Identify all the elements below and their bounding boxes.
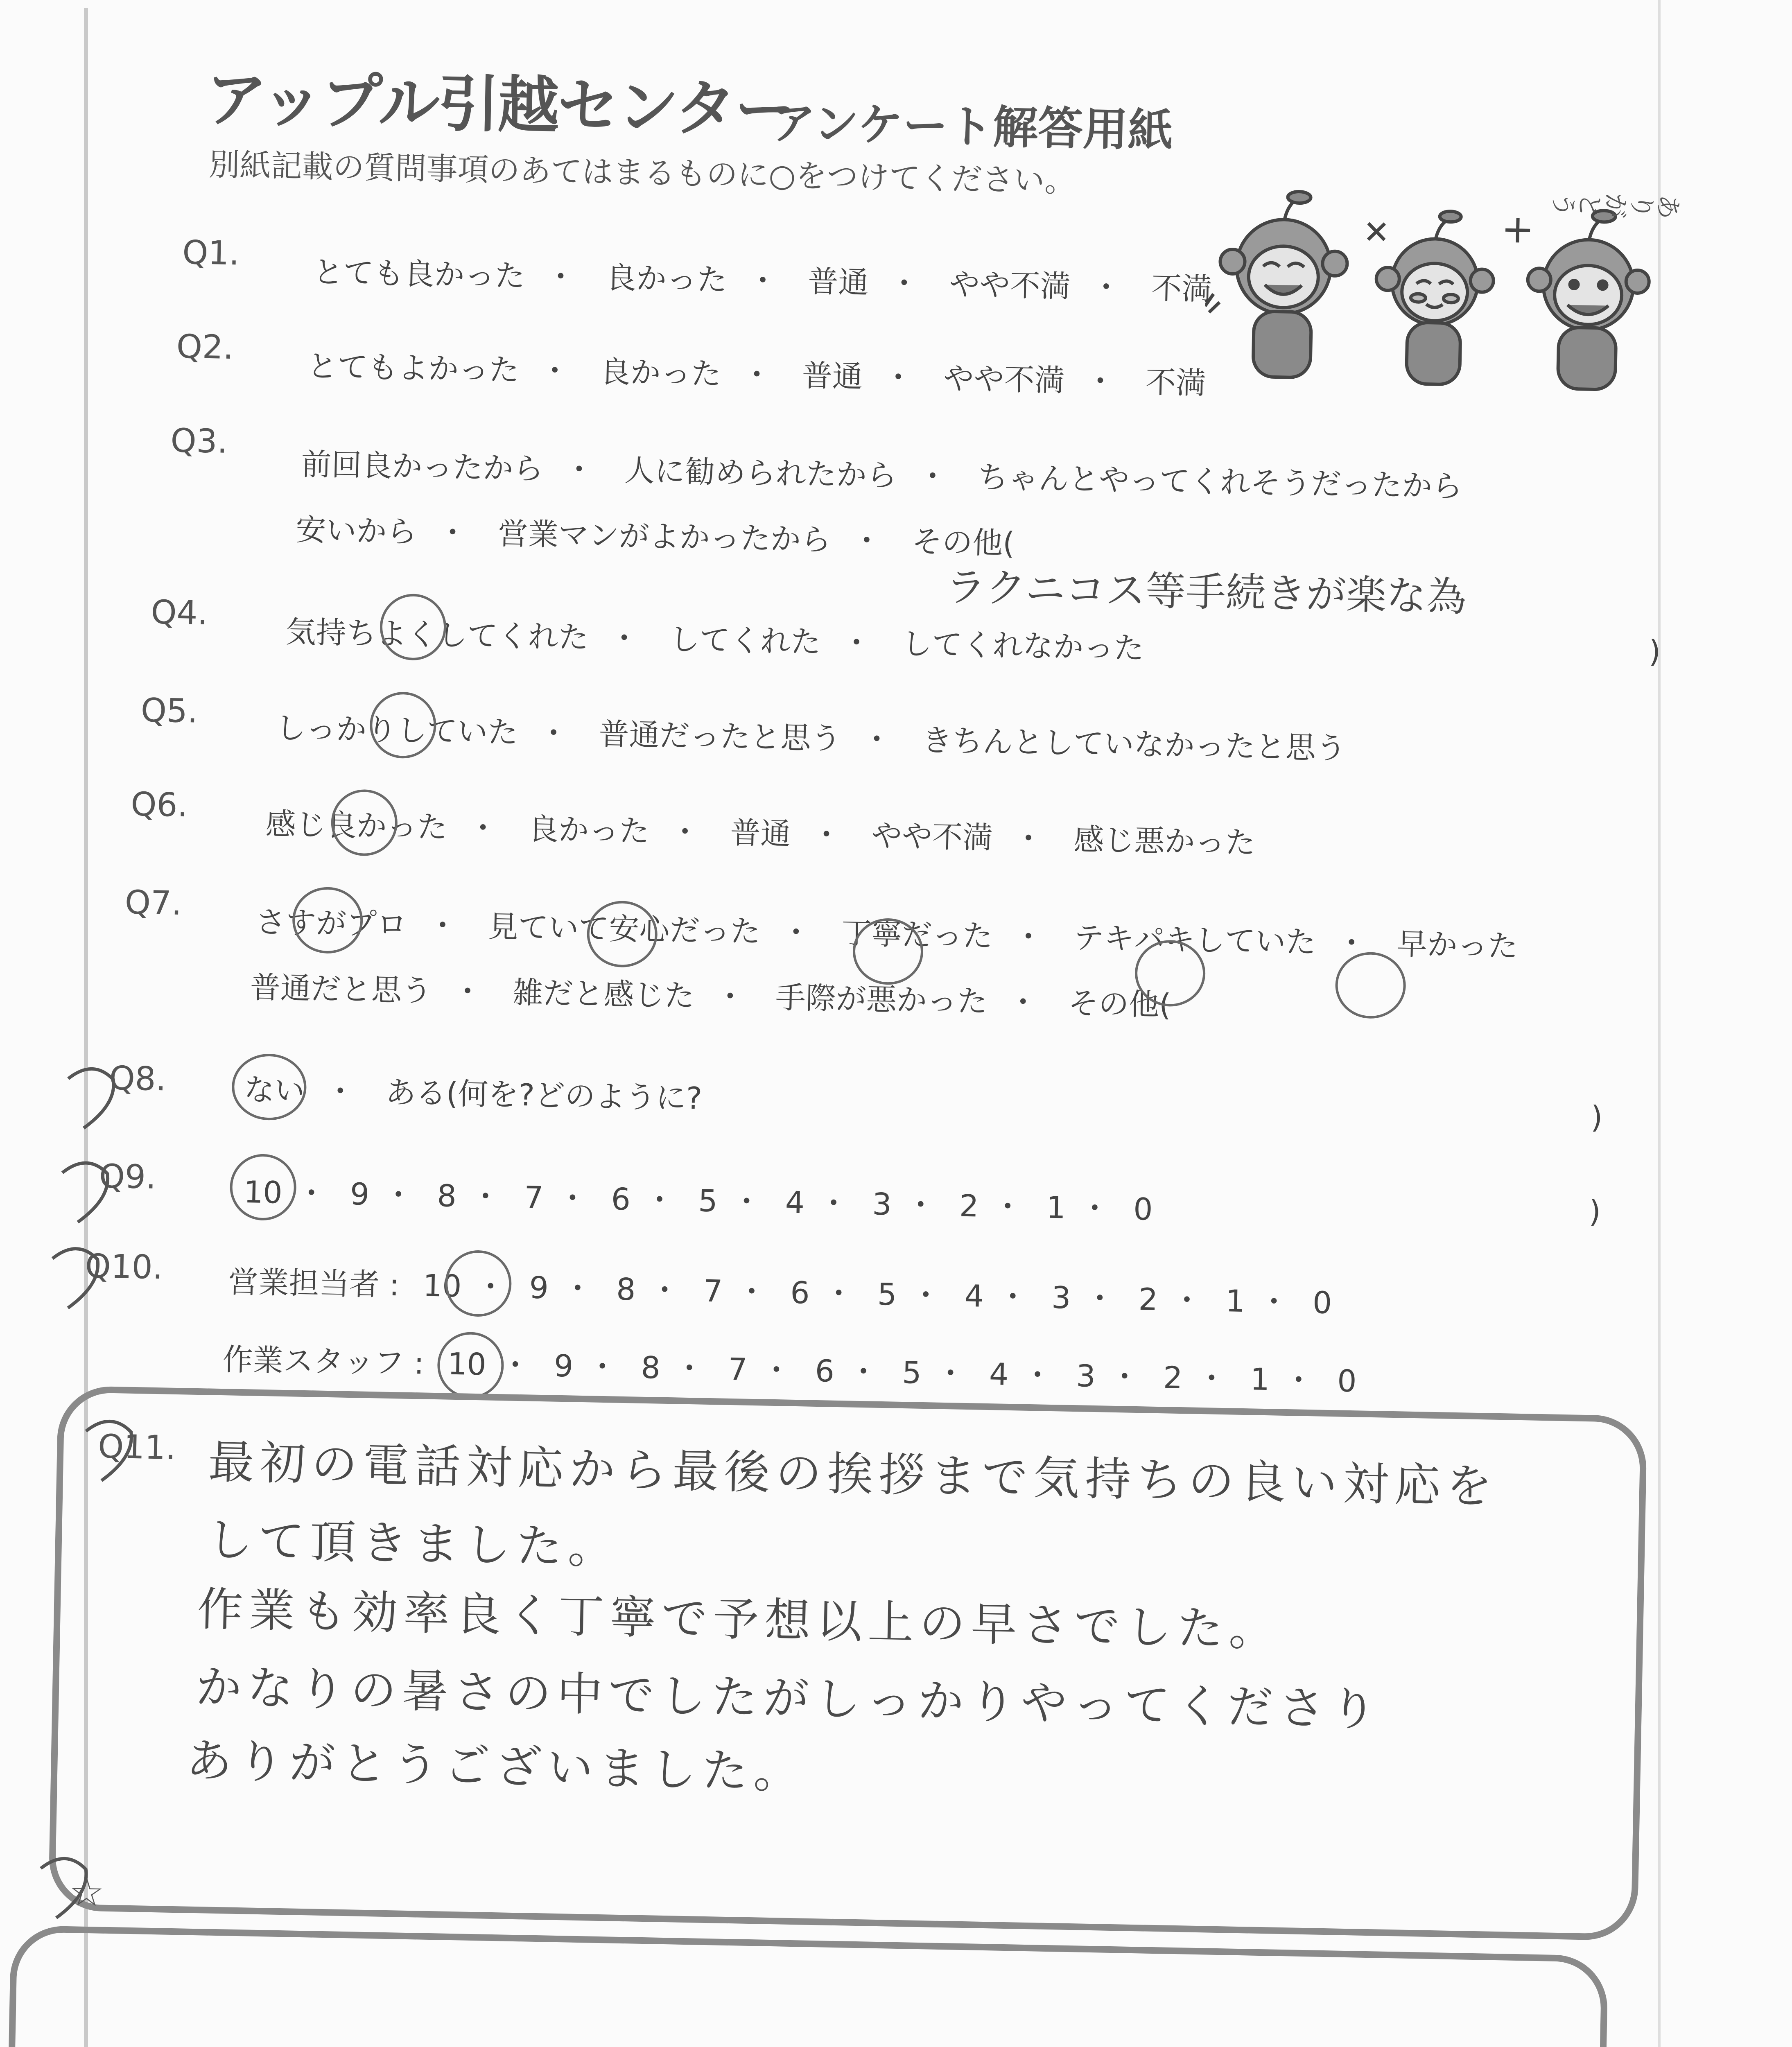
- q6-option[interactable]: 感じ良かった: [265, 806, 448, 845]
- q3-option-other[interactable]: その他(: [911, 524, 1015, 561]
- q3-option[interactable]: 人に勧められたから: [624, 453, 897, 494]
- q6-number: Q6.: [130, 785, 188, 825]
- q10-staff-answer-circle: [437, 1331, 504, 1399]
- q7-options-line1: さすがプロ ・ 見ていて安心だった ・ 丁寧だった ・ テキパキしていた ・ 早かった: [255, 904, 1519, 964]
- q2-option[interactable]: やや不満: [943, 361, 1065, 399]
- q7-option[interactable]: 見ていて安心だった: [487, 909, 761, 950]
- q10-sales-row: 営業担当者 : 10 ・ 9 ・ 8 ・ 7 ・ 6 ・ 5 ・ 4 ・ 3 ・ 2 ・ 1 ・ 0: [228, 1264, 1332, 1321]
- q7-option[interactable]: さすがプロ: [255, 904, 407, 943]
- form-title: アンケート解答用紙: [770, 97, 1174, 157]
- form-instruction: 別紙記載の質問事項のあてはまるものに○をつけてください。: [208, 146, 1076, 199]
- q1-options: とても良かった ・ 良かった ・ 普通 ・ やや不満 ・ 不満: [312, 254, 1213, 307]
- q9-score[interactable]: 1: [1046, 1190, 1066, 1226]
- q3-number: Q3.: [170, 421, 228, 461]
- q10-staff-score[interactable]: 6: [815, 1353, 835, 1389]
- monkey-mascot-2: [1365, 210, 1495, 385]
- q4-number: Q4.: [150, 593, 208, 633]
- q10-sales-score[interactable]: 0: [1312, 1285, 1332, 1321]
- q10-sales-score[interactable]: 1: [1225, 1283, 1245, 1319]
- q10-sales-score[interactable]: 2: [1138, 1282, 1158, 1317]
- q10-number: Q10.: [85, 1247, 163, 1287]
- q10-staff-score[interactable]: 1: [1250, 1362, 1270, 1398]
- q3-options-line2: 安いから ・ 営業マンがよかったから ・ その他(: [295, 512, 1015, 561]
- q1-option[interactable]: 良かった: [606, 260, 728, 298]
- q7-option[interactable]: 早かった: [1396, 926, 1519, 964]
- q1-option[interactable]: やや不満: [949, 267, 1071, 305]
- q10-staff-score[interactable]: 0: [1337, 1363, 1357, 1399]
- monkey-mascot-1: [1204, 190, 1349, 379]
- q10-staff-score[interactable]: 7: [728, 1351, 748, 1387]
- q2-option[interactable]: とてもよかった: [307, 348, 520, 388]
- checkmark-icon: [69, 1402, 152, 1486]
- q5-options: しっかりしていた ・ 普通だったと思う ・ きちんとしていなかったと思う: [275, 710, 1347, 766]
- q5-option[interactable]: しっかりしていた: [275, 710, 518, 750]
- mascot-caption: ありがとう: [1550, 187, 1683, 220]
- q10-sales-score[interactable]: 9: [529, 1270, 549, 1306]
- q9-score[interactable]: 4: [785, 1185, 805, 1221]
- q11-comment-line: かなりの暑さの中でしたがしっかりやってくださり: [195, 1661, 1383, 1737]
- q3-other-handwritten: ラクニコス等手続きが楽な為: [945, 564, 1467, 621]
- q9-score[interactable]: 9: [350, 1177, 370, 1212]
- q10-sales-answer-circle: [445, 1250, 512, 1317]
- q9-score[interactable]: 5: [698, 1183, 718, 1219]
- q3-close-paren: ): [1648, 634, 1661, 670]
- q8-number: Q8.: [108, 1059, 167, 1098]
- q1-option[interactable]: とても良かった: [312, 254, 526, 294]
- q9-score[interactable]: 6: [611, 1182, 631, 1218]
- q8-answer-circle: [231, 1053, 307, 1121]
- q9-score[interactable]: 7: [524, 1180, 544, 1216]
- q2-number: Q2.: [176, 327, 234, 367]
- q7-option[interactable]: テキパキしていた: [1073, 920, 1317, 960]
- q9-score[interactable]: 10: [243, 1175, 283, 1211]
- q11-comment-line: 最初の電話対応から最後の挨拶まで気持ちの良い対応を: [208, 1435, 1498, 1514]
- q10-sales-score[interactable]: 4: [964, 1278, 984, 1314]
- q4-options: 気持ちよくしてくれた ・ してくれた ・ してくれなかった: [285, 614, 1145, 666]
- q2-option[interactable]: 良かった: [599, 354, 722, 392]
- q2-options: とてもよかった ・ 良かった ・ 普通 ・ やや不満 ・ 不満: [307, 348, 1207, 401]
- q3-option[interactable]: 前回良かったから: [301, 447, 544, 487]
- q7-option[interactable]: 普通だと思う: [250, 970, 432, 1009]
- monkey-mascots-illustration: [1203, 171, 1720, 410]
- q9-number: Q9.: [99, 1157, 157, 1196]
- q10-sales-score[interactable]: 6: [790, 1275, 810, 1311]
- q2-option[interactable]: 普通: [802, 358, 863, 395]
- q6-option[interactable]: 感じ悪かった: [1073, 822, 1256, 861]
- q3-option[interactable]: 営業マンがよかったから: [497, 516, 832, 558]
- q6-answer-circle: [330, 789, 398, 856]
- q8-option[interactable]: ない: [244, 1072, 305, 1109]
- q6-option[interactable]: 普通: [730, 815, 791, 852]
- q9-score[interactable]: 0: [1133, 1191, 1153, 1227]
- q8-close-paren: ): [1590, 1100, 1603, 1135]
- q2-option[interactable]: 不満: [1145, 364, 1207, 401]
- q10-staff-score[interactable]: 3: [1076, 1358, 1096, 1394]
- q7-answer-circle: [292, 886, 364, 954]
- q4-option[interactable]: してくれなかった: [901, 626, 1145, 666]
- q10-sales-score[interactable]: 8: [616, 1272, 636, 1308]
- q3-option[interactable]: 安いから: [295, 512, 418, 550]
- q10-staff-score[interactable]: 4: [989, 1357, 1009, 1392]
- q7-option[interactable]: その他(: [1068, 985, 1171, 1023]
- q10-row-label: 営業担当者 :: [228, 1264, 400, 1303]
- q10-staff-score[interactable]: 2: [1163, 1360, 1183, 1396]
- q5-number: Q5.: [140, 691, 199, 730]
- q9-score[interactable]: 8: [436, 1178, 457, 1214]
- q7-options-line2: 普通だと思う ・ 雑だと感じた ・ 手際が悪かった ・ その他(: [250, 970, 1171, 1023]
- q8-option[interactable]: ある(何を?どのように?: [385, 1075, 703, 1116]
- q9-score[interactable]: 2: [959, 1188, 979, 1224]
- q3-option[interactable]: ちゃんとやってくれそうだったから: [977, 460, 1463, 504]
- q7-option[interactable]: 丁寧だった: [841, 915, 993, 954]
- q6-options: 感じ良かった ・ 良かった ・ 普通 ・ やや不満 ・ 感じ悪かった: [265, 806, 1256, 861]
- q5-option[interactable]: 普通だったと思う: [598, 716, 842, 757]
- q6-option[interactable]: 良かった: [528, 811, 650, 849]
- company-name: アップル引越センター: [205, 63, 795, 147]
- free-comment-box[interactable]: [2, 1925, 1608, 2047]
- q4-option[interactable]: してくれた: [669, 621, 821, 660]
- q11-number: Q11.: [97, 1427, 176, 1467]
- q10-sales-score[interactable]: 7: [703, 1273, 723, 1309]
- q10-staff-score[interactable]: 8: [640, 1350, 661, 1386]
- checkmark-icon: [45, 1144, 129, 1227]
- q9-close-paren: ): [1589, 1194, 1601, 1229]
- q9-scale: 10 ・ 9 ・ 8 ・ 7 ・ 6 ・ 5 ・ 4 ・ 3 ・ 2 ・ 1 ・ 0: [243, 1175, 1153, 1227]
- q1-option[interactable]: 不満: [1151, 271, 1213, 307]
- q4-option[interactable]: 気持ちよくしてくれた: [285, 614, 589, 655]
- q6-option[interactable]: やや不満: [871, 818, 993, 856]
- q7-option[interactable]: 雑だと感じた: [512, 975, 695, 1014]
- q10-sales-score[interactable]: 3: [1051, 1280, 1071, 1316]
- q10-staff-row: 作業スタッフ : 10 ・ 9 ・ 8 ・ 7 ・ 6 ・ 5 ・ 4 ・ 3 ・ 2 ・ 1 ・ 0: [222, 1342, 1357, 1399]
- q3-options-line1: 前回良かったから ・ 人に勧められたから ・ ちゃんとやってくれそうだったから: [301, 447, 1463, 504]
- q10-staff-score[interactable]: 5: [902, 1355, 922, 1391]
- q8-options: ない ・ ある(何を?どのように?: [244, 1072, 703, 1116]
- q11-comment-line: 作業も効率良く丁寧で予想以上の早さでした。: [197, 1583, 1281, 1657]
- q5-option[interactable]: きちんとしていなかったと思う: [922, 723, 1347, 766]
- star-label: ☆: [68, 1869, 105, 1916]
- q1-number: Q1.: [182, 233, 240, 273]
- q9-score[interactable]: 3: [872, 1186, 892, 1222]
- q1-option[interactable]: 普通: [807, 264, 869, 300]
- checkmark-icon: [51, 1050, 134, 1133]
- q7-option[interactable]: 手際が悪かった: [775, 980, 988, 1019]
- q10-row-label: 作業スタッフ :: [222, 1342, 425, 1381]
- monkey-mascot-3: [1503, 209, 1650, 391]
- q7-number: Q7.: [124, 883, 183, 922]
- q10-sales-score[interactable]: 10: [423, 1268, 462, 1304]
- checkmark-icon: [23, 1839, 107, 1923]
- q11-comment-line: して頂きました。: [206, 1513, 620, 1575]
- checkmark-icon: [35, 1229, 119, 1313]
- q10-sales-score[interactable]: 5: [877, 1277, 897, 1313]
- q11-comment-line: ありがとうございました。: [185, 1734, 806, 1799]
- q10-staff-score[interactable]: 10: [447, 1346, 487, 1383]
- q10-staff-score[interactable]: 9: [554, 1348, 574, 1384]
